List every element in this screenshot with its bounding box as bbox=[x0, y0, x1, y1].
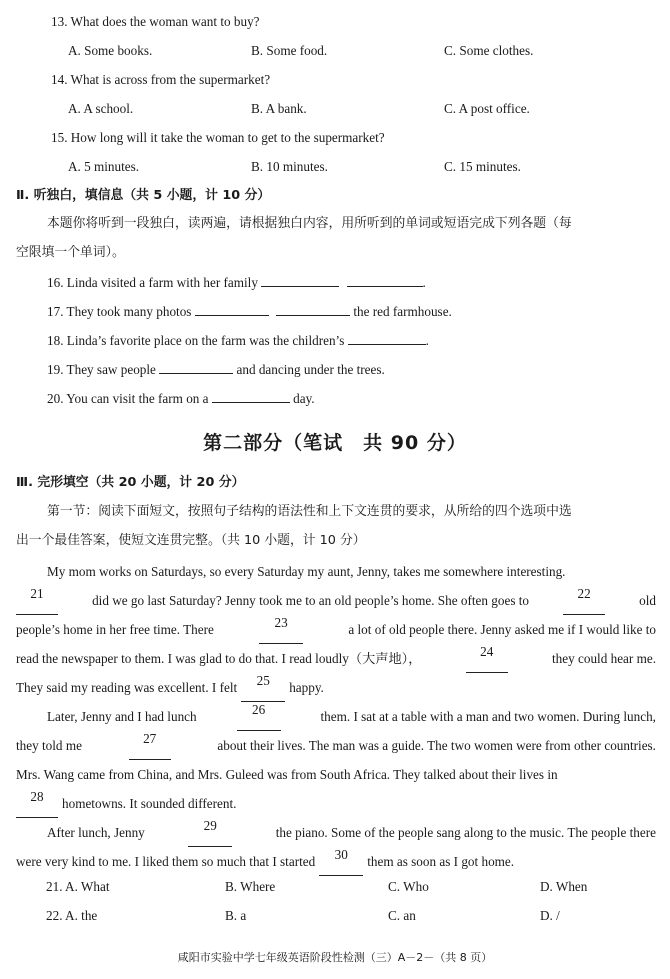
q22-option-d: D. / bbox=[540, 908, 560, 923]
passage-text: read the newspaper to them. I was glad to do that. I read loudly（大声地）， bbox=[16, 651, 422, 666]
q16-blank-1[interactable] bbox=[261, 273, 339, 287]
blank-27[interactable]: 27 bbox=[129, 731, 171, 760]
passage-line bbox=[16, 702, 656, 731]
section-3-instructions-line1: 第一节：阅读下面短文，按照句子结构的语法性和上下文连贯的要求，从所给的四个选项中选 bbox=[47, 504, 572, 519]
q20-blank[interactable] bbox=[212, 389, 290, 403]
q21-option-d: D. When bbox=[540, 879, 588, 894]
q14-option-b: B. A bank. bbox=[251, 101, 307, 116]
blank-24[interactable]: 24 bbox=[466, 644, 508, 673]
passage-text: did we go last Saturday? Jenny took me to an old people’s home. She often goes to bbox=[92, 593, 530, 608]
passage-text: they could hear me. bbox=[552, 651, 656, 666]
passage-text: were very kind to me. I liked them so much that I started bbox=[16, 854, 316, 869]
question-14: 14. What is across from the supermarket? bbox=[51, 72, 271, 87]
question-13: 13. What does the woman want to buy? bbox=[51, 14, 260, 29]
blank-25[interactable]: 25 bbox=[241, 673, 285, 702]
blank-29[interactable]: 29 bbox=[188, 818, 232, 847]
blank-26[interactable]: 26 bbox=[237, 702, 281, 731]
q22-option-b: B. a bbox=[225, 908, 247, 923]
q16-blank-2[interactable] bbox=[347, 273, 423, 287]
passage-text: about their lives. The man was a guide. The two women were from other countries. bbox=[217, 738, 656, 753]
q19-text: 19. They saw people bbox=[47, 362, 156, 377]
section-3-instructions-line2: 出一个最佳答案，使短文连贯完整。（共 10 小题，计 10 分） bbox=[16, 533, 366, 548]
passage-text: happy. bbox=[289, 680, 324, 695]
passage-text: the piano. Some of the people sang along to the music. The people there bbox=[275, 825, 656, 840]
blank-21[interactable]: 21 bbox=[16, 586, 58, 615]
question-17 bbox=[47, 302, 452, 321]
question-16 bbox=[47, 273, 426, 292]
blank-28[interactable]: 28 bbox=[16, 789, 58, 818]
q13-option-b: B. Some food. bbox=[251, 43, 328, 58]
passage-line bbox=[16, 789, 656, 818]
passage-line bbox=[16, 644, 656, 673]
q20-end: day. bbox=[293, 391, 315, 406]
passage-text: They said my reading was excellent. I felt bbox=[16, 680, 238, 695]
q17-blank-1[interactable] bbox=[195, 302, 269, 316]
q22-option-c: C. an bbox=[388, 908, 416, 923]
q16-text: 16. Linda visited a farm with her family bbox=[47, 275, 258, 290]
passage-text: a lot of old people there. Jenny asked me if I would like to bbox=[348, 622, 656, 637]
passage-line bbox=[16, 673, 656, 702]
passage-line bbox=[16, 731, 656, 760]
passage-text: Later, Jenny and I had lunch bbox=[47, 709, 197, 724]
blank-23[interactable]: 23 bbox=[259, 615, 303, 644]
blank-30[interactable]: 30 bbox=[319, 847, 363, 876]
section-2-instructions-line2: 空限填一个单词）。 bbox=[16, 245, 125, 260]
page-footer: 咸阳市实验中学七年级英语阶段性检测（三）A－2－（共 8 页） bbox=[177, 951, 493, 964]
question-20 bbox=[47, 389, 315, 408]
section-2-instructions-line1: 本题你将听到一段独白，读两遍，请根据独白内容，用所听到的单词或短语完成下列各题（每 bbox=[47, 216, 572, 231]
section-2-heading: Ⅱ. 听独白，填信息（共 5 小题，计 10 分） bbox=[16, 188, 271, 203]
passage-line: Mrs. Wang came from China, and Mrs. Guleed was from South Africa. They talked about their lives in bbox=[16, 767, 558, 782]
passage-line bbox=[16, 847, 656, 876]
q19-blank[interactable] bbox=[159, 360, 233, 374]
q17-end: the red farmhouse. bbox=[353, 304, 452, 319]
passage-text: old bbox=[639, 593, 656, 608]
blank-22[interactable]: 22 bbox=[563, 586, 605, 615]
passage-text: they told me bbox=[16, 738, 82, 753]
q16-end: . bbox=[422, 275, 426, 290]
q21-option-b: B. Where bbox=[225, 879, 276, 894]
question-18 bbox=[47, 331, 429, 350]
q21-option-a: 21. A. What bbox=[46, 879, 110, 894]
q13-option-c: C. Some clothes. bbox=[444, 43, 534, 58]
passage-text: people’s home in her free time. There bbox=[16, 622, 214, 637]
passage-line: My mom works on Saturdays, so every Saturday my aunt, Jenny, takes me somewhere interesting. bbox=[47, 564, 566, 579]
q14-option-c: C. A post office. bbox=[444, 101, 530, 116]
q15-option-a: A. 5 minutes. bbox=[68, 159, 140, 174]
part-2-title: 第二部分（笔试 共 90 分） bbox=[203, 432, 467, 454]
question-15: 15. How long will it take the woman to get to the supermarket? bbox=[51, 130, 385, 145]
q17-text: 17. They took many photos bbox=[47, 304, 192, 319]
q20-text: 20. You can visit the farm on a bbox=[47, 391, 209, 406]
q13-option-a: A. Some books. bbox=[68, 43, 153, 58]
passage-line bbox=[16, 586, 656, 615]
section-3-heading: Ⅲ. 完形填空（共 20 小题，计 20 分） bbox=[16, 475, 245, 490]
cloze-passage bbox=[16, 557, 656, 876]
q18-blank[interactable] bbox=[348, 331, 426, 345]
passage-text: them. I sat at a table with a man and two women. During lunch, bbox=[320, 709, 656, 724]
q19-end: and dancing under the trees. bbox=[236, 362, 385, 377]
passage-text: hometowns. It sounded different. bbox=[62, 796, 237, 811]
passage-line bbox=[16, 818, 656, 847]
q15-option-b: B. 10 minutes. bbox=[251, 159, 328, 174]
q14-option-a: A. A school. bbox=[68, 101, 134, 116]
q18-end: . bbox=[425, 333, 429, 348]
q22-option-a: 22. A. the bbox=[46, 908, 98, 923]
question-19 bbox=[47, 360, 385, 379]
passage-text: After lunch, Jenny bbox=[47, 825, 145, 840]
q17-blank-2[interactable] bbox=[276, 302, 350, 316]
q15-option-c: C. 15 minutes. bbox=[444, 159, 521, 174]
q21-option-c: C. Who bbox=[388, 879, 429, 894]
passage-text: them as soon as I got home. bbox=[367, 854, 515, 869]
q18-text: 18. Linda’s favorite place on the farm was the children’s bbox=[47, 333, 345, 348]
passage-line bbox=[16, 615, 656, 644]
